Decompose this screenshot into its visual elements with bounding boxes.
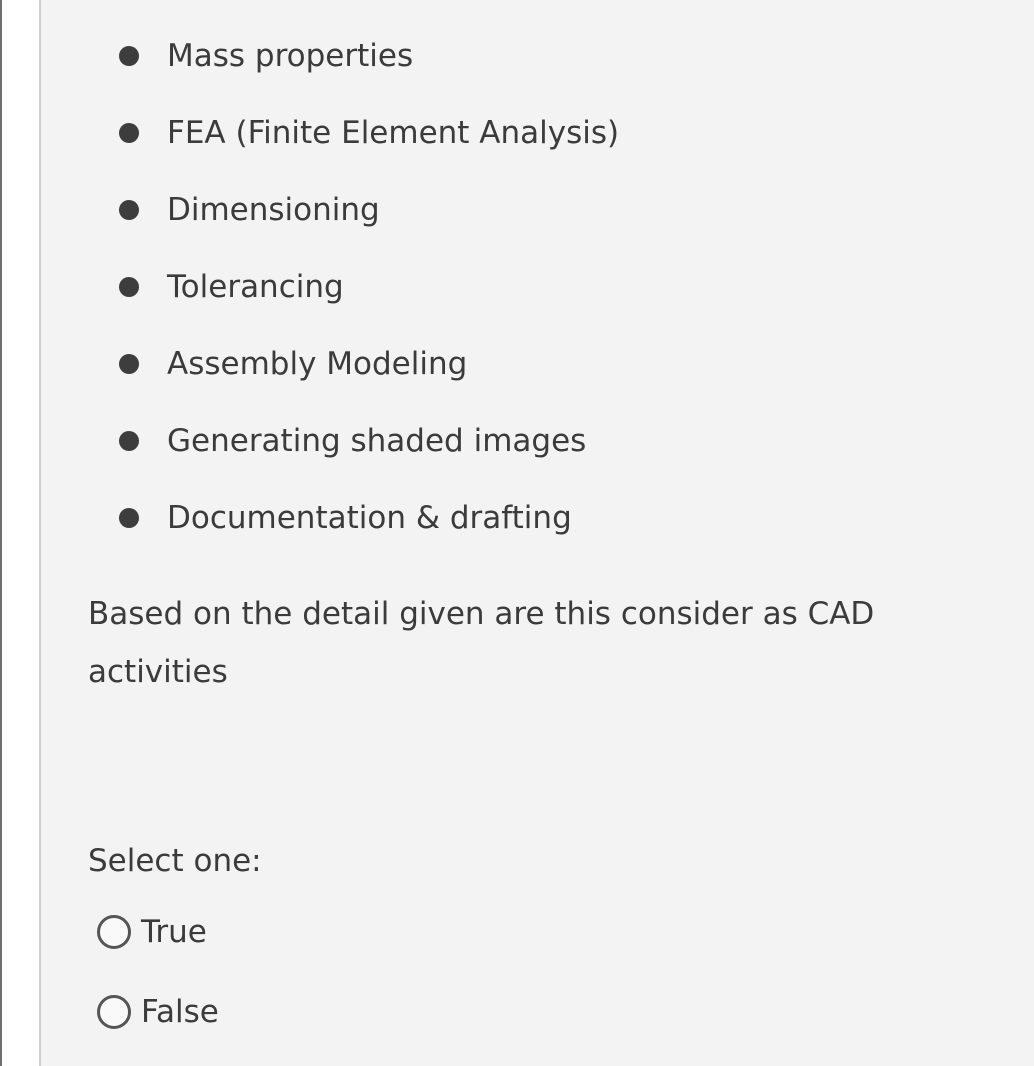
- option-false[interactable]: [97, 986, 219, 1038]
- list-item: [113, 184, 619, 261]
- bullet-icon: [119, 277, 139, 297]
- activity-label: Documentation & drafting: [167, 500, 572, 536]
- list-item: [113, 107, 619, 184]
- bullet-icon: [119, 354, 139, 374]
- list-item: [113, 261, 619, 338]
- activity-label: Generating shaded images: [167, 423, 587, 459]
- cad-activity-list: [113, 30, 619, 569]
- activity-label: Mass properties: [167, 38, 414, 74]
- list-item: [113, 338, 619, 415]
- activity-label: Tolerancing: [167, 269, 344, 305]
- bullet-icon: [119, 200, 139, 220]
- select-one-prompt: Select one:: [88, 843, 262, 879]
- bullet-icon: [119, 46, 139, 66]
- option-true[interactable]: [97, 906, 207, 958]
- list-item: [113, 30, 619, 107]
- left-edge-divider: [0, 0, 2, 1066]
- activity-label: Dimensioning: [167, 192, 380, 228]
- bullet-icon: [119, 508, 139, 528]
- bullet-icon: [119, 431, 139, 451]
- bullet-icon: [119, 123, 139, 143]
- option-label-false: False: [141, 994, 219, 1030]
- list-item: [113, 492, 619, 569]
- radio-button-true[interactable]: [97, 915, 131, 949]
- activity-label: Assembly Modeling: [167, 346, 468, 382]
- option-label-true: True: [141, 914, 207, 950]
- list-item: [113, 415, 619, 492]
- question-card: [39, 0, 1034, 1066]
- radio-button-false[interactable]: [97, 995, 131, 1029]
- question-text: Based on the detail given are this consider as CAD activities: [88, 596, 875, 690]
- activity-label: FEA (Finite Element Analysis): [167, 115, 620, 151]
